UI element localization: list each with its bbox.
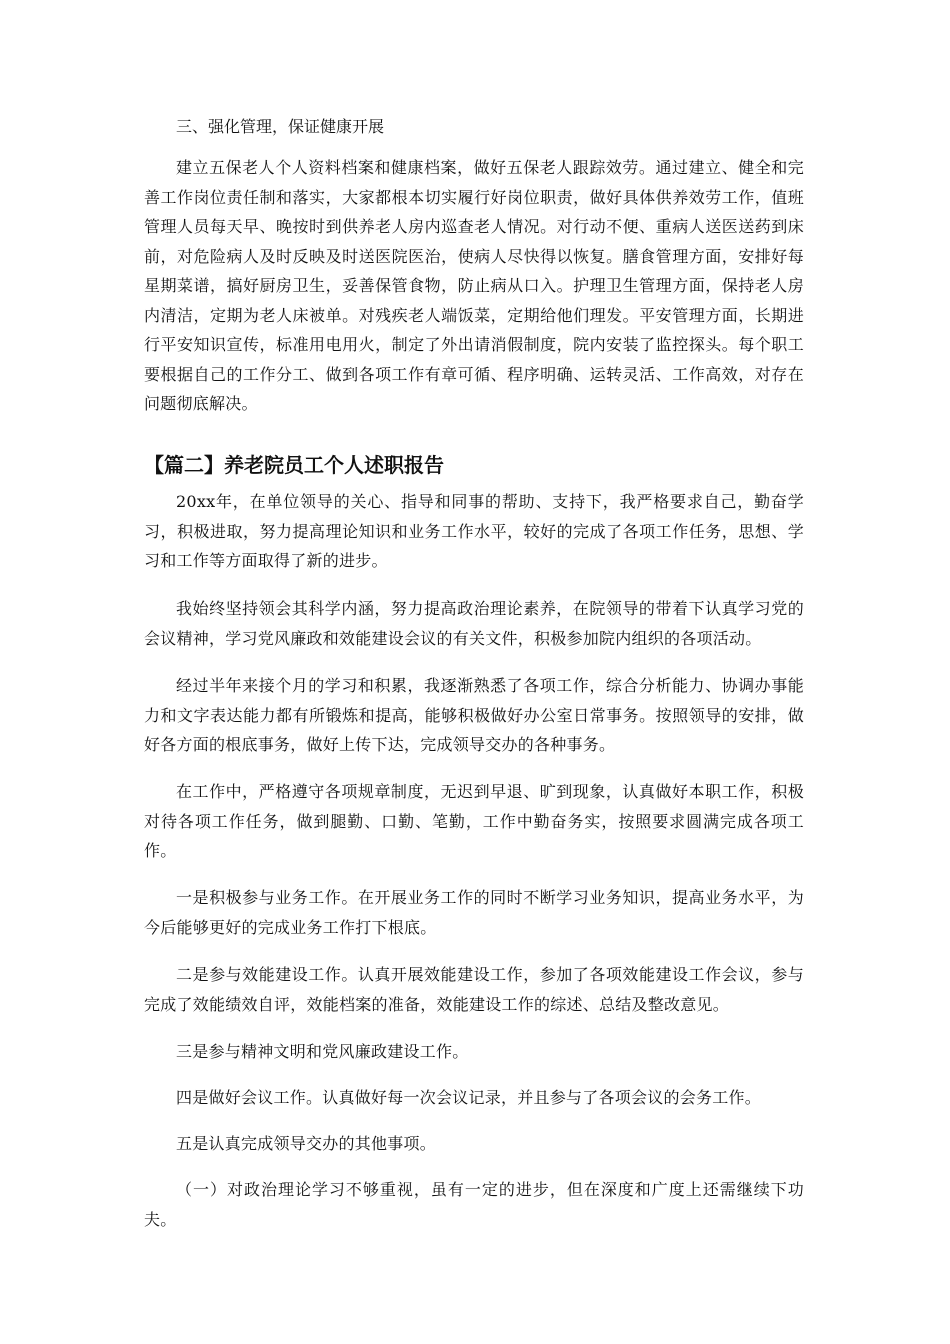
article-title: 【篇二】养老院员工个人述职报告: [144, 453, 444, 477]
article-paragraph-5: 一是积极参与业务工作。在开展业务工作的同时不断学习业务知识，提高业务水平，为今后能够更好的完成业务工作打下根底。: [144, 888, 804, 937]
section-body-paragraph: 建立五保老人个人资料档案和健康档案，做好五保老人跟踪效劳。通过建立、健全和完善工作岗位责任制和落实，大家都根本切实履行好岗位职责，做好具体供养效劳工作，值班管理人员每天早、晚按时到供养老人房内巡查老人情况。对行动不便、重病人送医送药到床前，对危险病人及时反映及时送医院医治，使病人尽快得以恢复。膳食管理方面，安排好每星期菜谱，搞好厨房卫生，妥善保管食物，防止病从口入。护理卫生管理方面，保持老人房内清洁，定期为老人床被单。对残疾老人端饭菜，定期给他们理发。平安管理方面，长期进行平安知识宣传，标准用电用火，制定了外出请消假制度，院内安装了监控探头。每个职工要根据自己的工作分工、做到各项工作有章可循、程序明确、运转灵活、工作高效，对存在问题彻底解决。: [144, 158, 804, 413]
article-paragraph-1: 20xx年，在单位领导的关心、指导和同事的帮助、支持下，我严格要求自己，勤奋学习，积极进取，努力提高理论知识和业务工作水平，较好的完成了各项工作任务，思想、学习和工作等方面取得了新的进步。: [144, 492, 804, 570]
article-paragraph-7: 三是参与精神文明和党风廉政建设工作。: [176, 1042, 469, 1061]
article-paragraph-3: 经过半年来接个月的学习和积累，我逐渐熟悉了各项工作，综合分析能力、协调办事能力和文字表达能力都有所锻炼和提高，能够积极做好办公室日常事务。按照领导的安排，做好各方面的根底事务，做好上传下达，完成领导交办的各种事务。: [144, 676, 804, 754]
article-paragraph-4: 在工作中，严格遵守各项规章制度，无迟到早退、旷到现象，认真做好本职工作，积极对待各项工作任务，做到腿勤、口勤、笔勤，工作中勤奋务实，按照要求圆满完成各项工作。: [144, 782, 804, 860]
article-paragraph-8: 四是做好会议工作。认真做好每一次会议记录，并且参与了各项会议的会务工作。: [176, 1088, 762, 1107]
section-heading: 三、强化管理，保证健康开展: [176, 117, 385, 136]
article-paragraph-2: 我始终坚持领会其科学内涵，努力提高政治理论素养，在院领导的带着下认真学习党的会议精神，学习党风廉政和效能建设会议的有关文件，积极参加院内组织的各项活动。: [144, 599, 804, 648]
article-paragraph-9: 五是认真完成领导交办的其他事项。: [176, 1134, 437, 1153]
article-paragraph-6: 二是参与效能建设工作。认真开展效能建设工作，参加了各项效能建设工作会议，参与完成了效能绩效自评，效能档案的准备，效能建设工作的综述、总结及整改意见。: [144, 965, 804, 1014]
article-paragraph-10: （一）对政治理论学习不够重视，虽有一定的进步，但在深度和广度上还需继续下功夫。: [144, 1180, 804, 1229]
